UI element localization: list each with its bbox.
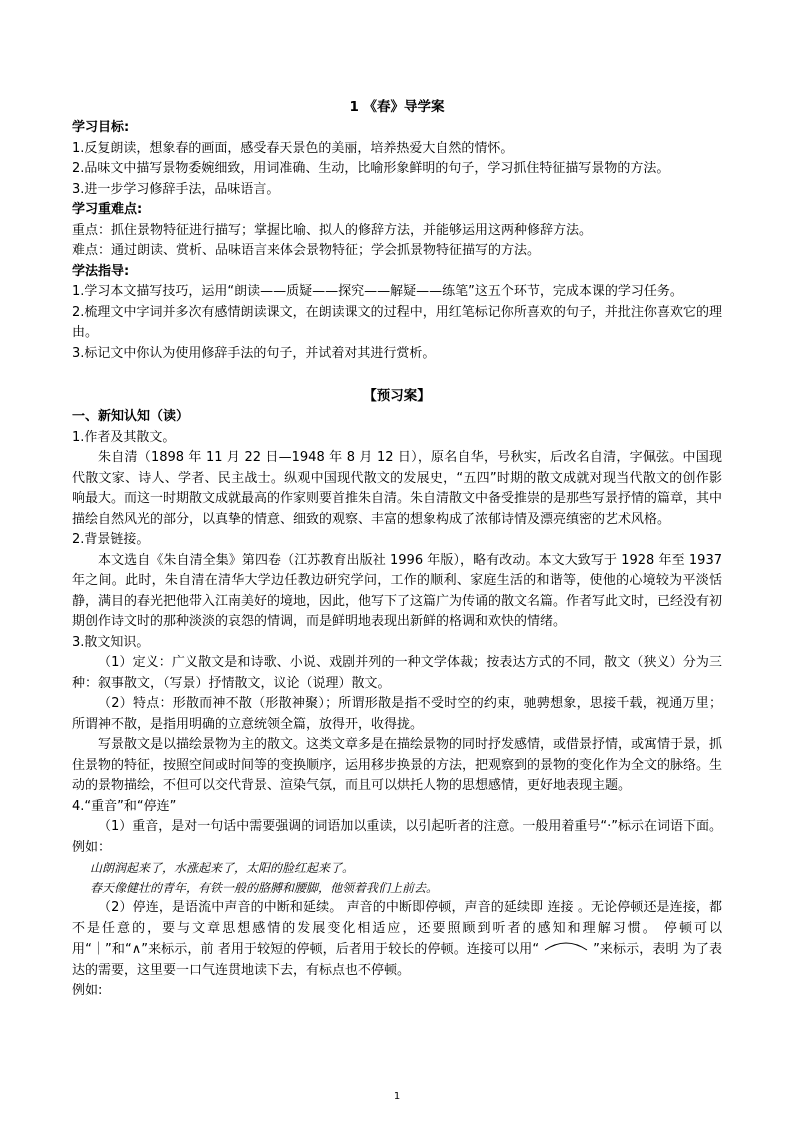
prose-definition: （1）定义：广义散文是和诗歌、小说、戏剧并列的一种文学体裁；按表达方式的不同，散文（狭义）分为三种：叙事散文，（写景）抒情散文，议论（说理）散文。 <box>72 655 722 691</box>
stress-example-2: 春天像健壮的青年，有铁一般的胳膊和腰脚，他领着我们上前去。 <box>90 881 439 895</box>
keypoint-item-2: 难点：通过朗读、赏析、品味语言来体会景物特征；学会抓景物特征描写的方法。 <box>72 243 541 258</box>
stress-heading: 4.“重音”和“停连” <box>72 798 177 814</box>
connection-arc-icon <box>543 939 589 951</box>
author-heading: 1.作者及其散文。 <box>72 429 176 445</box>
stress-paragraph: （1）重音，是对一句话中需要强调的词语加以重读，以引起听者的注意。一般用着重号“·”标示在词语下面。例如： <box>72 819 722 855</box>
guide-heading: 学法指导: <box>72 263 130 279</box>
page-number: 1 <box>393 1091 401 1102</box>
prose-heading: 3.散文知识。 <box>72 634 150 650</box>
pause-text-part-b: ”来标示，表明 为了表达的需要，这里要一口气连贯地读下去，有标点也不停顿。 <box>72 942 722 978</box>
document-page <box>72 96 722 1002</box>
stress-example-1: 山朗润起来了，水涨起来了，太阳的脸红起来了。 <box>90 861 355 875</box>
objective-item-3: 3.进一步学习修辞手法，品味语言。 <box>72 181 280 197</box>
prose-feature: （2）特点：形散而神不散（形散神聚）；所谓形散是指不受时空的约束，驰骋想象，思接千载，视通万里；所谓神不散，是指用明确的立意统领全篇，放得开，收得拢。 <box>72 696 722 732</box>
background-heading: 2.背景链接。 <box>72 532 150 547</box>
objective-item-1: 1.反复朗读，想象春的画面，感受春天景色的美丽，培养热爱大自然的情怀。 <box>72 140 514 156</box>
part1-heading: 一、新知认知（读） <box>72 409 190 424</box>
keypoints-heading: 学习重难点: <box>72 202 143 217</box>
objectives-heading: 学习目标: <box>72 120 130 135</box>
guide-item-2: 2.梳理文中字词并多次有感情朗读课文，在朗读课文的过程中，用红笔标记你所喜欢的句子，并批注你喜欢它的理由。 <box>72 304 722 340</box>
pause-paragraph <box>72 898 722 981</box>
objective-item-2: 2.品味文中描写景物委婉细致，用词准确、生动，比喻形象鲜明的句子，学习抓住特征描写景物的方法。 <box>72 161 670 176</box>
pause-text-part-a: （2）停连，是语流中声音的中断和延续。 声音的中断即停顿，声音的延续即 连接 。无论停顿还是连接，都不是任意的，要与文章思想感情的发展变化相适应，还要照顾到听者的感知和理解习惯。 停顿可以用“｜”和“∧”来标示，前 者用于较短的停顿，后者用于较长的停顿。连接可以用“ <box>72 900 722 957</box>
prose-scenery-paragraph: 写景散文是以描绘景物为主的散文。这类文章多是在描绘景物的同时抒发感情，或借景抒情，或寓情于景，抓住景物的特征，按照空间或时间等的变换顺序，运用移步换景的方法，把观察到的景物的变化作为全文的脉络。生动的景物描绘，不但可以交代背景、渲染气氛，而且可以烘托人物的思想感情，更好地表现主题。 <box>72 737 723 793</box>
example-label: 例如: <box>72 983 103 998</box>
background-paragraph: 本文选自《朱自清全集》第四卷（江苏教育出版社 1996 年版），略有改动。本文大致写于 1928 年至 1937 年之间。此时，朱自清在清华大学边任教边研究学问，工作的顺利、家庭生活的和谐等，使他的心境较为平淡恬静，满目的春光把他带入江南美好的境地，因此，他写下了这篇广为传诵的散文名篇。作者写此文时，已经没有初期创作诗文时的那种淡淡的哀怨的情调，而是鲜明地表现出新鲜的格调和欢快的情绪。 <box>72 552 723 629</box>
guide-item-3: 3.标记文中你认为使用修辞手法的句子，并试着对其进行赏析。 <box>72 345 436 361</box>
guide-item-1: 1.学习本文描写技巧，运用“朗读——质疑——探究——解疑——练笔”这五个环节，完成本课的学习任务。 <box>72 284 683 299</box>
page-title: 1 《春》导学案 <box>349 99 445 115</box>
preview-section-title: 【预习案】 <box>363 388 431 404</box>
keypoint-item-1: 重点：抓住景物特征进行描写；掌握比喻、拟人的修辞方法，并能够运用这两种修辞方法。 <box>72 222 593 238</box>
author-paragraph: 朱自清（1898 年 11 月 22 日—1948 年 8 月 12 日），原名自华，号秋实，后改名自清，字佩弦。中国现代散文家、诗人、学者、民主战士。纵观中国现代散文的发展史，“五四”时期的散文成就对现当代散文的创作影响最大。而这一时期散文成就最高的作家则要首推朱自清。朱自清散文中备受推崇的是那些写景抒情的篇章，其中描绘自然风光的部分，以真挚的情意、细致的观察、丰富的想象构成了浓郁诗情及漂亮缜密的艺术风格。 <box>72 450 723 527</box>
